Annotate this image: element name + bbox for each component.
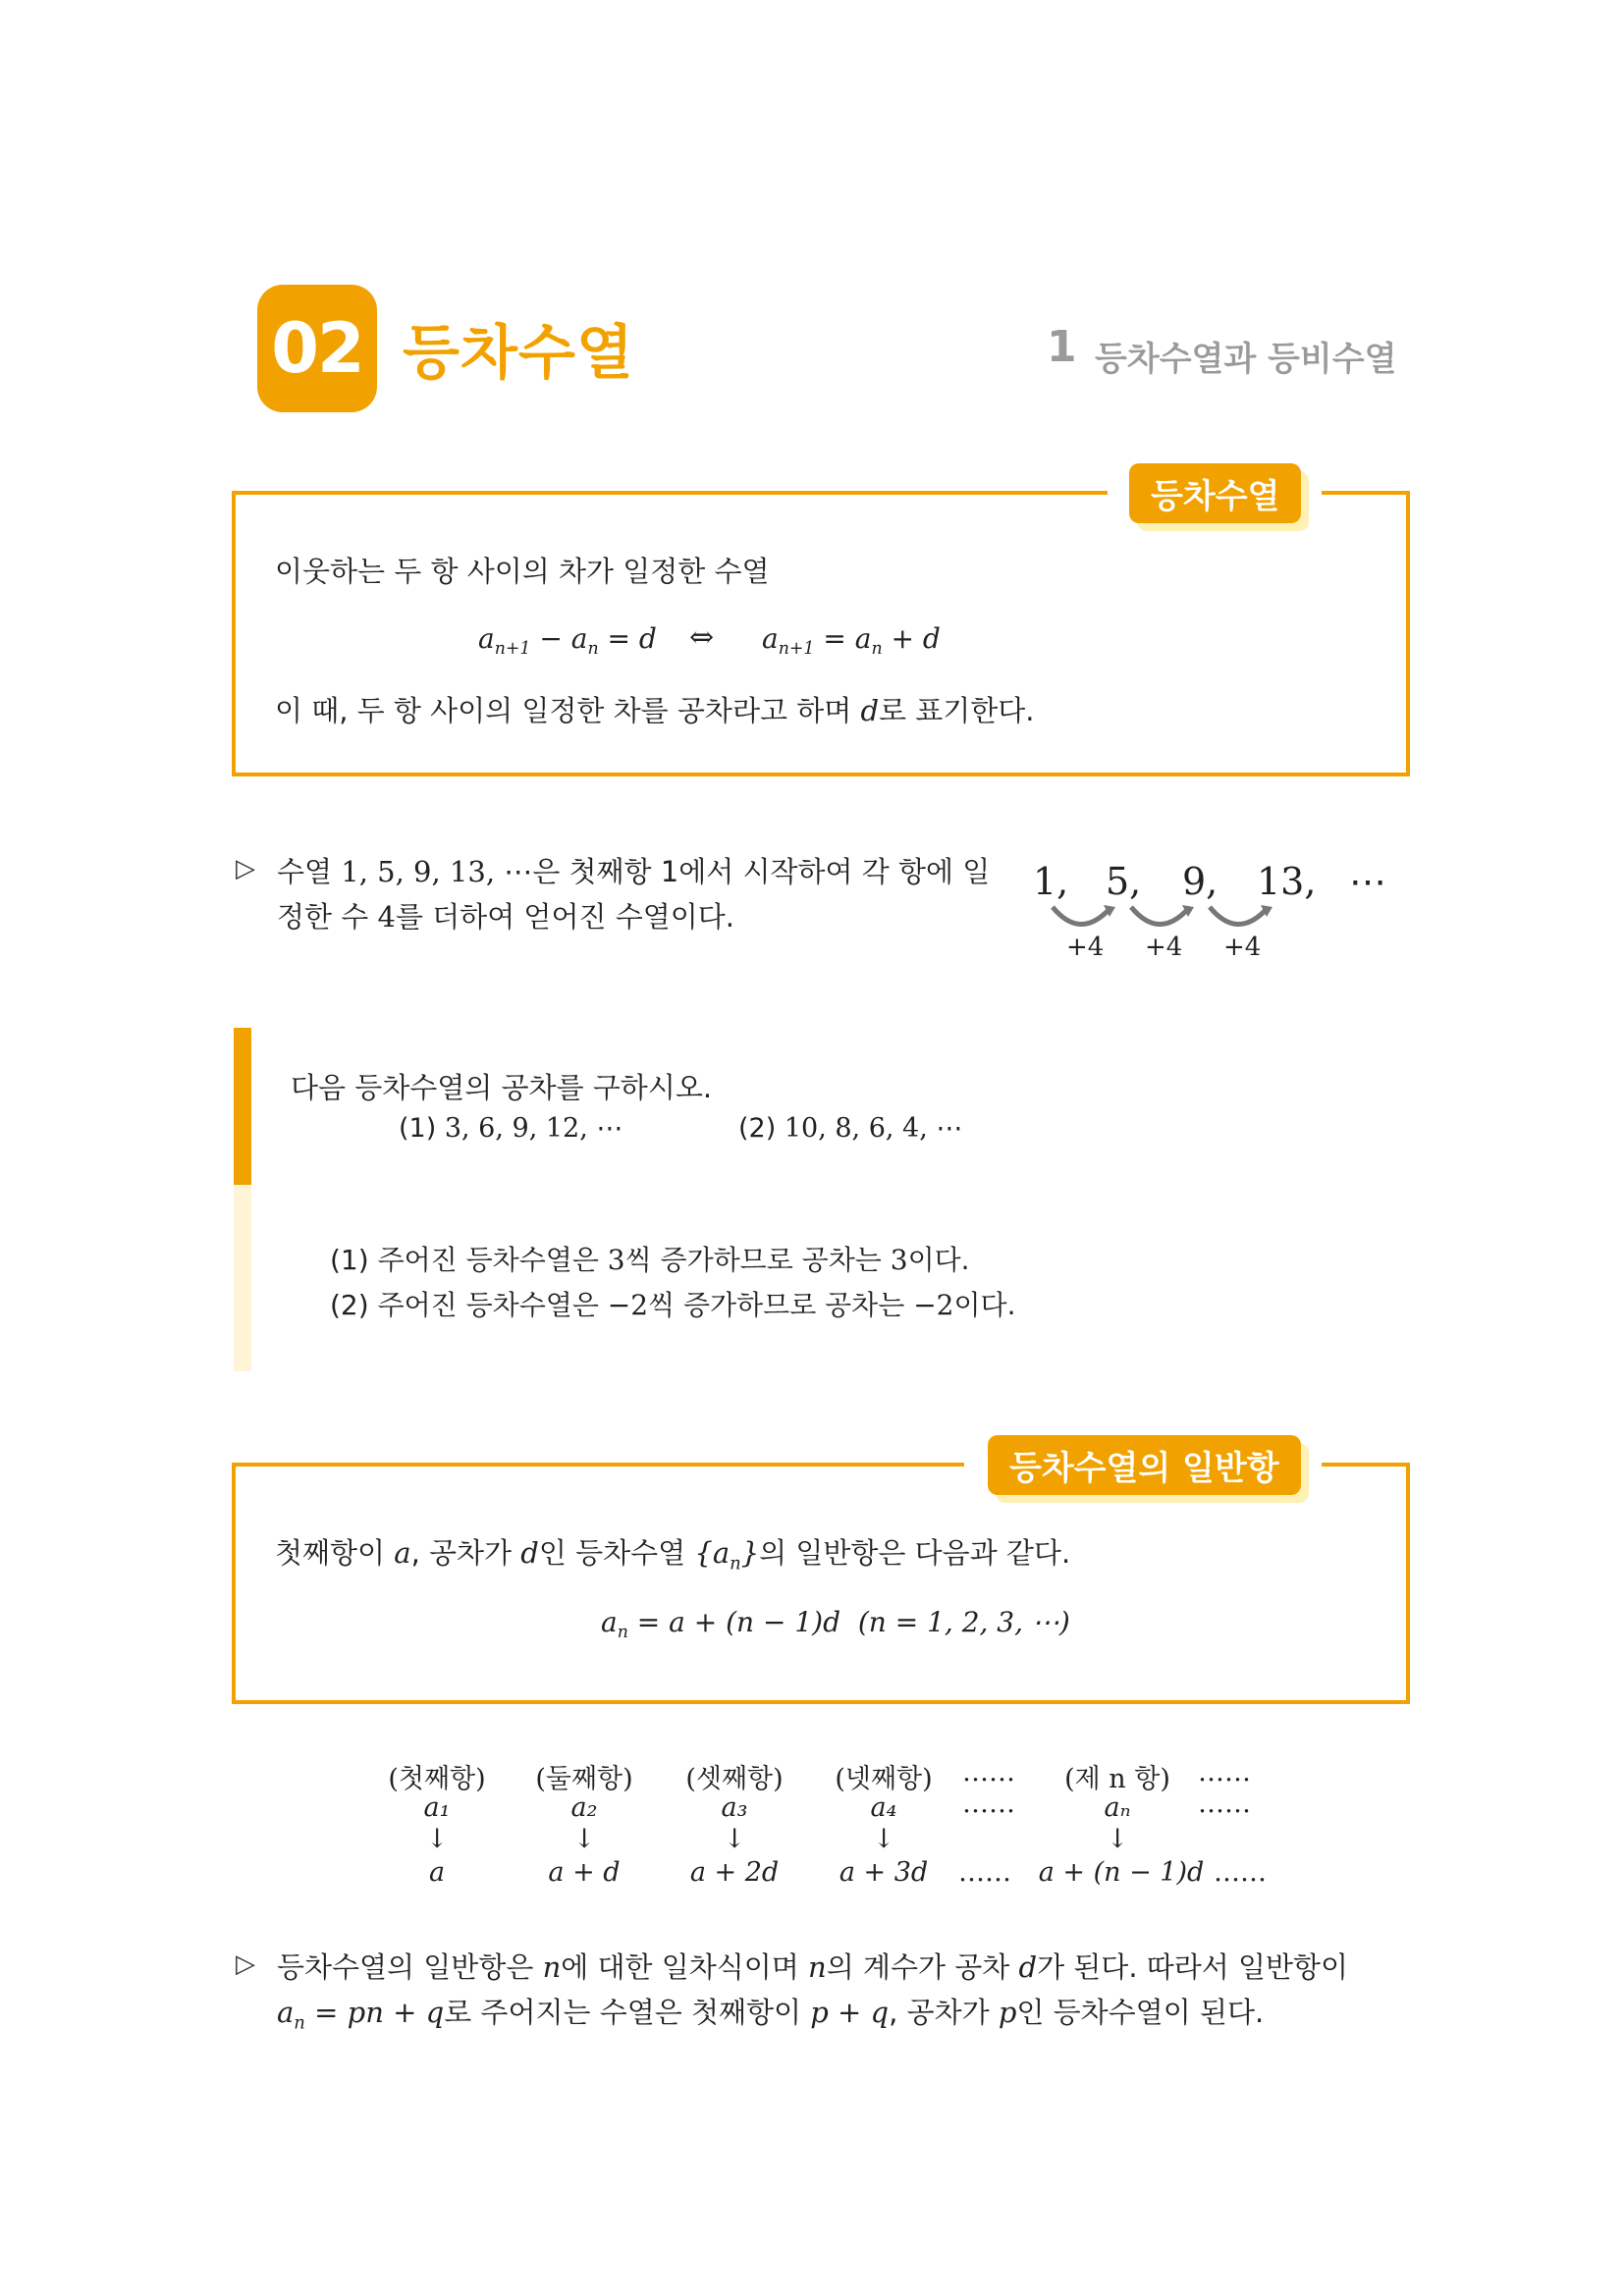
table-value: a + d <box>548 1857 621 1888</box>
table-arrow: ↓ <box>723 1824 746 1854</box>
table-term: …… <box>962 1789 1015 1819</box>
table-term: aₙ <box>1104 1792 1131 1823</box>
note2-line-2: $a_n$ = pn + q로 주어지는 수열은 첫째항이 p + q, 공차가 p인 등차수열이 된다. <box>277 1996 1265 2034</box>
table-term: a₄ <box>870 1792 897 1823</box>
table-value: …… <box>958 1857 1011 1888</box>
difference-label: +4 <box>1223 933 1262 962</box>
note-line-2: 정한 수 4를 더하여 얻어진 수열이다. <box>277 900 734 934</box>
table-term: …… <box>1198 1789 1251 1819</box>
table-header: …… <box>1198 1757 1251 1788</box>
table-arrow: ↓ <box>1106 1824 1129 1854</box>
chapter-title: 등차수열 <box>403 319 634 388</box>
difference-label: +4 <box>1145 933 1183 962</box>
table-value: a + 2d <box>689 1857 780 1888</box>
example-question: 다음 등차수열의 공차를 구하시오. <box>291 1071 713 1104</box>
table-header: (셋째항) <box>685 1764 784 1794</box>
table-value: a + (n − 1)d <box>1038 1857 1205 1888</box>
recurrence-formula-right: $a_{n+1} = a_n + d$ <box>762 622 941 660</box>
table-arrow: ↓ <box>872 1824 895 1854</box>
table-header: (넷째항) <box>835 1764 933 1794</box>
table-header: (제 n 항) <box>1064 1764 1170 1794</box>
definition-tag: 등차수열 <box>1129 463 1301 523</box>
solution-1: (1) 주어진 등차수열은 3씩 증가하므로 공차는 3이다. <box>330 1244 970 1276</box>
sequence-term: ⋯ <box>1349 860 1386 903</box>
table-header: (둘째항) <box>535 1764 633 1794</box>
general-term-formula: $a_n = a + (n - 1)d$ (n = 1, 2, 3, ⋯) <box>601 1606 1070 1643</box>
table-value: a + 3d <box>839 1857 929 1888</box>
common-difference-line: 이 때, 두 항 사이의 일정한 차를 공차라고 하며 d로 표기한다. <box>275 694 1035 727</box>
example-problem-2: (2) 10, 8, 6, 4, ⋯ <box>738 1113 963 1144</box>
table-value: …… <box>1214 1857 1267 1888</box>
general-term-box <box>232 1463 1410 1704</box>
solution-2: (2) 주어진 등차수열은 −2씩 증가하므로 공차는 −2이다. <box>330 1289 1016 1321</box>
example-bar <box>234 1028 251 1185</box>
chapter-number-badge: 02 <box>257 285 377 412</box>
table-term: a₃ <box>721 1792 748 1823</box>
difference-label: +4 <box>1066 933 1105 962</box>
table-value: a <box>428 1857 446 1888</box>
sequence-term: 9, <box>1182 860 1218 903</box>
section-number: 1 <box>1047 322 1077 372</box>
sequence-term: 1, <box>1033 860 1069 903</box>
sequence-term: 13, <box>1257 860 1317 903</box>
definition-line: 이웃하는 두 항 사이의 차가 일정한 수열 <box>275 555 770 588</box>
solution-bar <box>234 1185 251 1371</box>
note-bullet: ▷ <box>236 854 255 883</box>
table-term: a₂ <box>570 1792 598 1823</box>
table-header: (첫째항) <box>388 1764 486 1794</box>
note-line-1: 수열 1, 5, 9, 13, ⋯은 첫째항 1에서 시작하여 각 항에 일 <box>277 855 991 888</box>
example-problem-1: (1) 3, 6, 9, 12, ⋯ <box>399 1113 623 1144</box>
note2-line-1: 등차수열의 일반항은 n에 대한 일차식이며 n의 계수가 공차 d가 된다. 따라서 일반항이 <box>277 1950 1349 1984</box>
section-title: 등차수열과 등비수열 <box>1095 340 1397 379</box>
increment-arrow <box>1131 907 1188 925</box>
table-term: a₁ <box>423 1792 451 1823</box>
general-term-line: 첫째항이 a, 공차가 d인 등차수열 $\{a_n\}$의 일반항은 다음과 같다. <box>275 1536 1071 1575</box>
increment-arrow <box>1053 907 1110 925</box>
recurrence-formula-left: $a_{n+1} - a_n = d$ <box>478 622 657 660</box>
increment-arrow <box>1210 907 1267 925</box>
table-header: …… <box>962 1757 1015 1788</box>
note-bullet: ▷ <box>236 1949 255 1979</box>
sequence-term: 5, <box>1106 860 1142 903</box>
equivalence-symbol: ⇔ <box>689 620 715 655</box>
table-arrow: ↓ <box>425 1824 449 1854</box>
table-arrow: ↓ <box>572 1824 596 1854</box>
general-term-tag: 등차수열의 일반항 <box>988 1435 1301 1495</box>
